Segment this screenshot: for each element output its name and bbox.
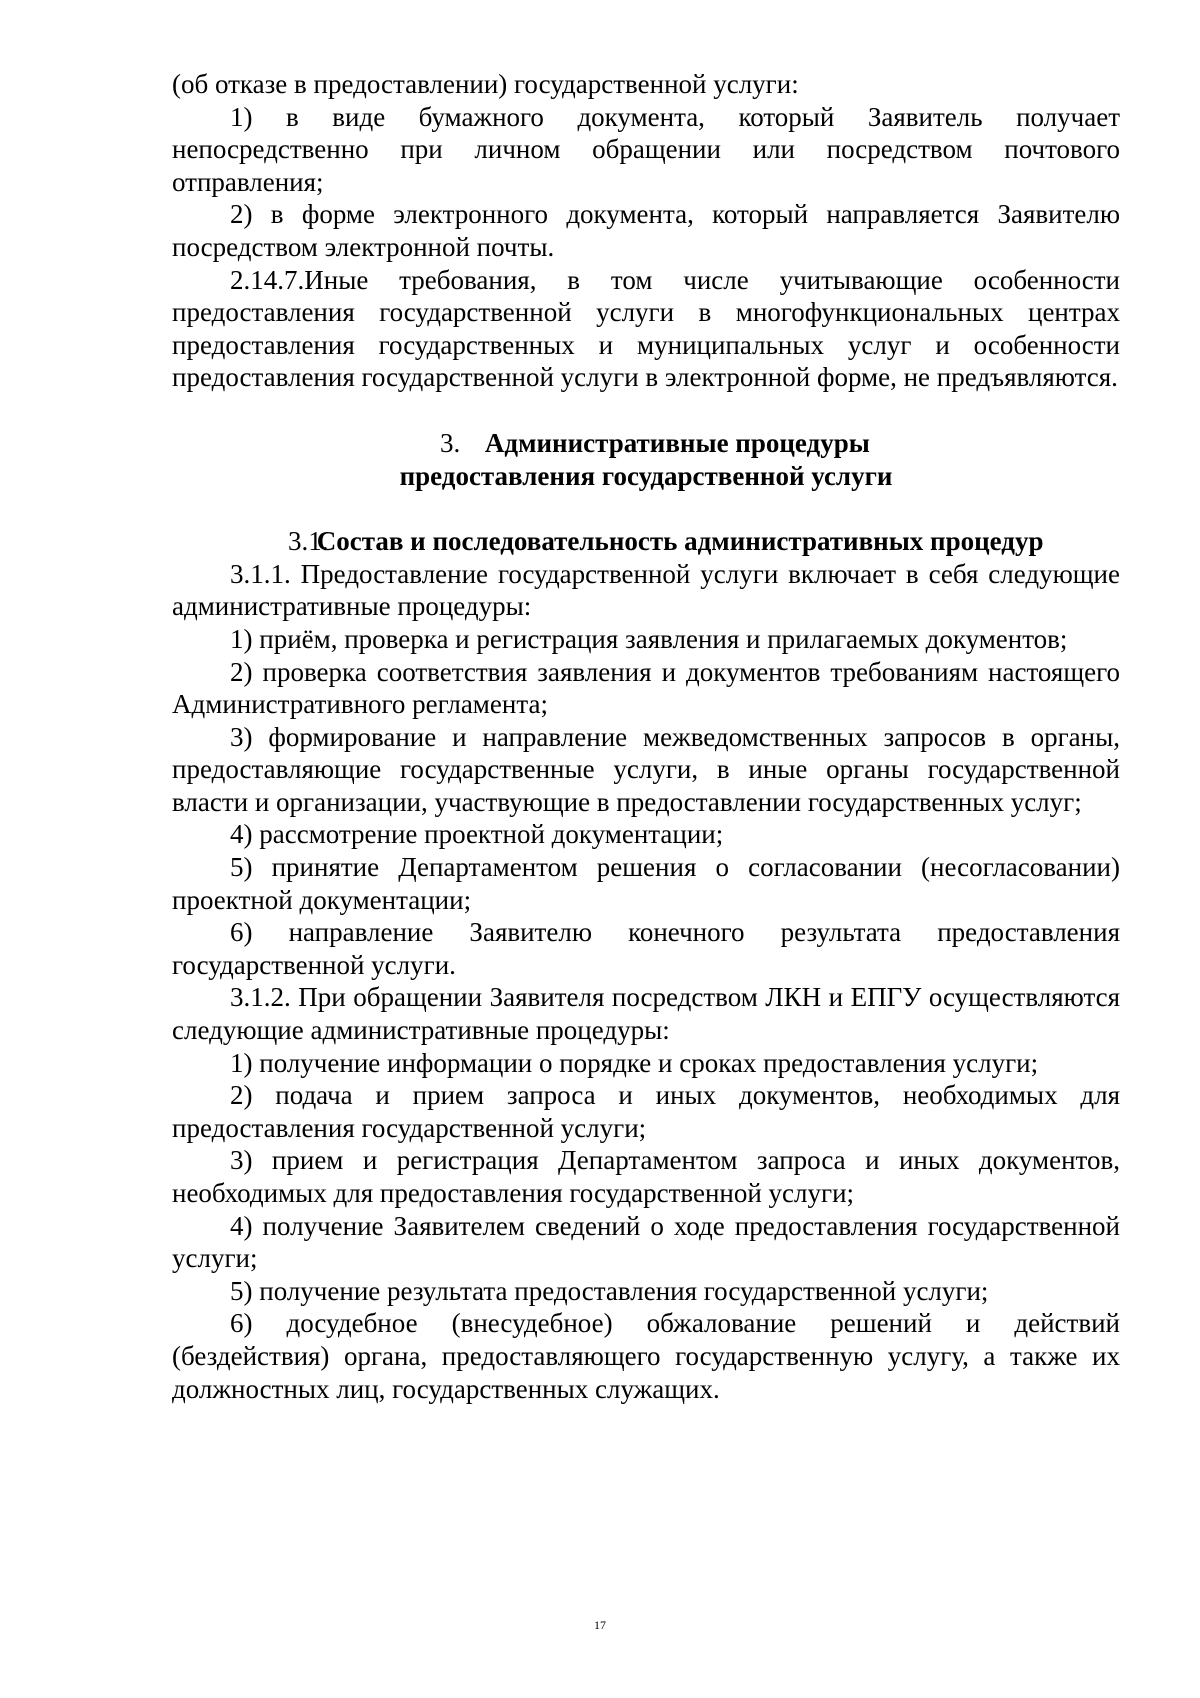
paragraph-item: 3) прием и регистрация Департаментом запроса и иных документов, необходимых для предоставления государственной услуги;: [172, 1145, 1120, 1208]
paragraph-item: 1) получение информации о порядке и сроках предоставления услуги;: [230, 1047, 1039, 1078]
paragraph-item: 4) получение Заявителем сведений о ходе предоставления государственной услуги;: [172, 1210, 1120, 1274]
paragraph-item: 3) формирование и направление межведомственных запросов в органы, предоставляющие государственные услуги, в иные органы государственной власти и организации, участвующие в предоставлении государственных услуг;: [172, 721, 1120, 817]
paragraph-item: 5) принятие Департаментом решения о согласовании (несогласовании) проектной документации;: [172, 852, 1120, 915]
section-title-line2: предоставления государственной услуги: [399, 460, 893, 491]
page-number: 17: [594, 1618, 606, 1632]
subsection-title: Состав и последовательность административных процедур: [316, 526, 1044, 557]
document-page: [172, 68, 1120, 1405]
section-title-line1: Административные процедуры: [484, 427, 870, 458]
paragraph-clause: 3.1.1. Предоставление государственной услуги включает в себя следующие административные процедуры:: [172, 558, 1120, 622]
paragraph-clause: 2.14.7.Иные требования, в том числе учитывающие особенности предоставления государственной услуги в многофункциональных центрах предоставления государственных и муниципальных услуг и особенности предоставления государственной услуги в электронной форме, не предъявляются.: [172, 264, 1120, 393]
paragraph-item: 5) получение результата предоставления государственной услуги;: [230, 1275, 989, 1306]
subsection-number: 3.1.: [288, 526, 329, 557]
paragraph-item: 2) проверка соответствия заявления и документов требованиям настоящего Административного регламента;: [172, 656, 1120, 720]
paragraph-item: 6) направление Заявителю конечного результата предоставления государственной услуги.: [172, 917, 1120, 980]
paragraph-intro: (об отказе в предоставлении) государственной услуги:: [172, 69, 799, 99]
paragraph-item: 1) в виде бумажного документа, который Заявитель получает непосредственно при личном обращении или посредством почтового отправления;: [172, 101, 1120, 197]
section-number: 3.: [440, 427, 461, 458]
paragraph-item: 4) рассмотрение проектной документации;: [230, 819, 724, 850]
paragraph-item: 2) подача и прием запроса и иных документов, необходимых для предоставления государственной услуги;: [172, 1080, 1120, 1143]
paragraph-clause: 3.1.2. При обращении Заявителя посредством ЛКН и ЕПГУ осуществляются следующие административные процедуры:: [172, 982, 1120, 1046]
subsection-heading: [172, 525, 1120, 558]
paragraph-item: 6) досудебное (внесудебное) обжалование решений и действий (бездействия) органа, предоставляющего государственную услугу, а также их должностных лиц, государственных служащих.: [172, 1308, 1120, 1404]
paragraph-item: 1) приём, проверка и регистрация заявления и прилагаемых документов;: [230, 623, 1068, 654]
section-heading: [172, 427, 1120, 492]
paragraph-item: 2) в форме электронного документа, который направляется Заявителю посредством электронной почты.: [172, 199, 1120, 262]
